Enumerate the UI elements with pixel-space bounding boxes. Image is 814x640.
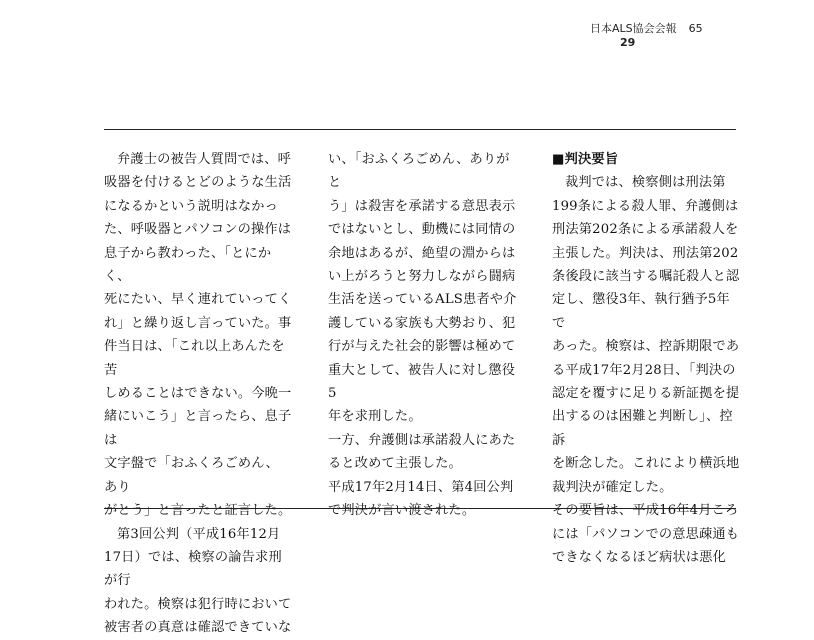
text-line: 第3回公判（平成16年12月 — [117, 526, 281, 542]
text-line: 緒にいこう」と言ったら、息子は — [104, 409, 292, 448]
text-line: 件当日は、「これ以上あんたを苦 — [104, 339, 285, 378]
text-line: い上がろうと努力しながら闘病 — [328, 269, 516, 285]
column-3 — [552, 148, 740, 569]
text-line: 年を求刑した。 — [328, 409, 422, 425]
text-line: で判決が言い渡された。 — [328, 503, 476, 519]
column-2 — [328, 148, 518, 523]
text-line: 認定を覆すに足りる新証拠を提 — [552, 386, 740, 402]
text-line: 文字盤で「おふくろごめん、あり — [104, 456, 279, 495]
text-line: 定し、懲役3年、執行猶予5年で — [552, 292, 730, 331]
text-line: 裁判決が確定した。 — [552, 479, 673, 495]
running-header — [590, 22, 703, 50]
top-rule — [104, 129, 736, 130]
text-line: できなくなるほど病状は悪化 — [552, 549, 727, 565]
text-line: 息子から教わった、「とにかく、 — [104, 245, 272, 285]
text-line: 刑法第202条による承諾殺人を — [552, 222, 739, 238]
text-line: 死にたい、早く連れていってく — [104, 292, 292, 308]
publication-title: 日本ALS協会会報 — [590, 22, 677, 35]
text-line: を断念した。これにより横浜地 — [552, 456, 740, 472]
text-line: 弁護士の被告人質問では、呼 — [117, 152, 292, 167]
text-line: 重大として、被告人に対し懲役5 — [328, 362, 516, 402]
text-line: 生活を送っているALS患者や介 — [328, 292, 517, 308]
text-line: しめることはできない。今晩一 — [104, 386, 292, 402]
text-line: がとう」と言ったと証言した。 — [104, 503, 292, 519]
text-line: ではないとし、動機には同情の — [328, 222, 516, 238]
text-line: ると改めて主張した。 — [328, 456, 462, 472]
text-line: 主張した。判決は、刑法第202 — [552, 245, 739, 261]
text-line: 吸器を付けるとどのような生活 — [104, 175, 292, 191]
section-heading: ■判決要旨 — [552, 152, 619, 167]
text-line: 行が与えた社会的影響は極めて — [328, 339, 516, 355]
page-number: 65 — [688, 22, 703, 35]
text-line: れ」と繰り返し言っていた。事 — [104, 315, 292, 331]
text-line: あった。検察は、控訴期限であ — [552, 339, 740, 355]
column-1 — [104, 148, 292, 640]
bottom-rule — [104, 508, 736, 509]
text-line: には「パソコンでの意思疎通も — [552, 526, 740, 542]
sub-page-number: 29 — [620, 36, 636, 49]
text-line: 出するのは困難と判断し」、控訴 — [552, 409, 733, 448]
text-line: 裁判では、検察側は刑法第 — [565, 175, 726, 191]
text-line: 17日）では、検察の論告求刑が行 — [104, 549, 282, 589]
text-line: た、呼吸器とパソコンの操作は — [104, 222, 292, 238]
text-line: 条後段に該当する嘱託殺人と認 — [552, 269, 740, 285]
text-line: その要旨は、平成16年4月ころ — [552, 503, 739, 519]
text-line: 平成17年2月14日、第4回公判 — [328, 479, 514, 495]
text-line: 護している家族も大勢おり、犯 — [328, 315, 516, 331]
text-line: 一方、弁護側は承諾殺人にあた — [328, 432, 516, 448]
text-line: 余地はあるが、絶望の淵からは — [328, 245, 516, 261]
text-line: る平成17年2月28日、「判決の — [552, 362, 736, 378]
text-line: 199条による殺人罪、弁護側は — [552, 198, 739, 214]
text-line: になるかという説明はなかっ — [104, 198, 279, 214]
text-line: われた。検察は犯行時において — [104, 596, 292, 612]
text-line: 被害者の真意は確認できていな — [104, 620, 292, 636]
text-line: う」は殺害を承諾する意思表示 — [328, 198, 516, 214]
text-line: い、「おふくろごめん、ありがと — [328, 152, 510, 191]
